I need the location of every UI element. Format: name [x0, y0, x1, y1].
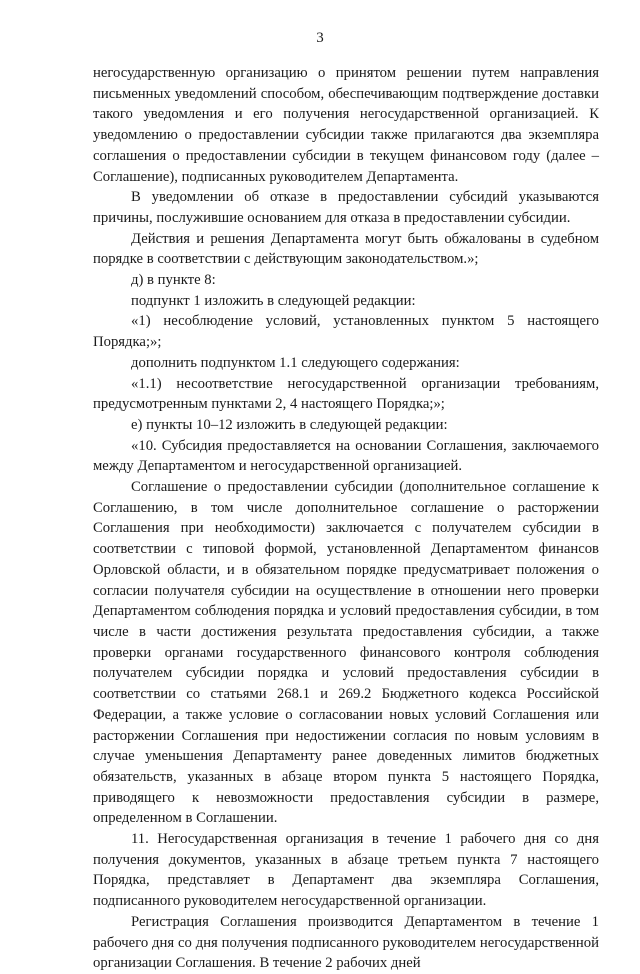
- paragraph-clause-11: 11. Негосударственная организация в течение 1 рабочего дня со дня получения документов, указанных в абзаце третьем пункта 7 настоящего Порядка, представляет в Департамент два экземпляра Соглашения, подписанного руководителем негосударственной организации.: [93, 831, 599, 910]
- paragraph-continuation: негосударственную организацию о принятом решении путем направления письменных уведомлений способом, обеспечивающим подтверждение доставки такого уведомления и его получения негосударственной организацией. К уведомлению о предоставлении субсидии также прилагаются два экземпляра соглашения о предоставлении субсидии в текущем финансовом году (далее – Соглашение), подписанных руководителем Департамента.: [93, 65, 599, 185]
- page-number: 3: [316, 30, 324, 46]
- paragraph-clause-10: «10. Субсидия предоставляется на основании Соглашения, заключаемого между Департаментом и негосударственной организацией.: [93, 437, 599, 475]
- paragraph-agreement-terms: Соглашение о предоставлении субсидии (дополнительное соглашение к Соглашению, в том числе дополнительное соглашение о расторжении Соглашения при необходимости) заключается с получателем субсидии в соответствии с типовой формой, установленной Департаментом финансов Орловской области, и в обязательном порядке предусматривает положения о согласии получателя субсидии на осуществление в отношении него проверки Департаментом соблюдения порядка и условий предоставления субсидии, в том числе в части достижения результата предоставления субсидии, а также проверки органами государственного финансового контроля соблюдения получателем субсидии порядка и условий предоставления субсидии в соответствии со статьями 268.1 и 269.2 Бюджетного кодекса Российской Федерации, а также условие о согласовании новых условий Соглашения или расторжении Соглашения при недостижении согласия по новым условиям в случае уменьшения Департаменту ранее доведенных лимитов бюджетных обязательств, указанных в абзаце втором пункта 5 настоящего Порядка, приводящего к невозможности предоставления субсидии в размере, определенном в Соглашении.: [93, 479, 599, 827]
- paragraph-refusal-notice: В уведомлении об отказе в предоставлении субсидий указываются причины, послужившие основанием для отказа в предоставлении субсидии.: [93, 189, 599, 226]
- paragraph-subitem-1-text: «1) несоблюдение условий, установленных пунктом 5 настоящего Порядка;»;: [93, 313, 599, 351]
- paragraph-appeal: Действия и решения Департамента могут быть обжалованы в судебном порядке в соответствии с действующим законодательством.»;: [93, 230, 599, 268]
- paragraph-item-d: д) в пункте 8:: [131, 272, 216, 289]
- paragraph-item-e: е) пункты 10–12 изложить в следующей редакции:: [131, 416, 448, 433]
- paragraph-registration: Регистрация Соглашения производится Департаментом в течение 1 рабочего дня со дня получения подписанного руководителем негосударственной организации Соглашения. В течение 2 рабочих дней: [93, 913, 599, 972]
- paragraph-subitem-1-heading: подпункт 1 изложить в следующей редакции:: [131, 292, 416, 309]
- document-body: [93, 63, 599, 974]
- paragraph-subitem-1-1-text: «1.1) несоответствие негосударственной организации требованиям, предусмотренным пунктами 2, 4 настоящего Порядка;»;: [93, 375, 599, 413]
- paragraph-subitem-1-1-heading: дополнить подпунктом 1.1 следующего содержания:: [131, 354, 460, 371]
